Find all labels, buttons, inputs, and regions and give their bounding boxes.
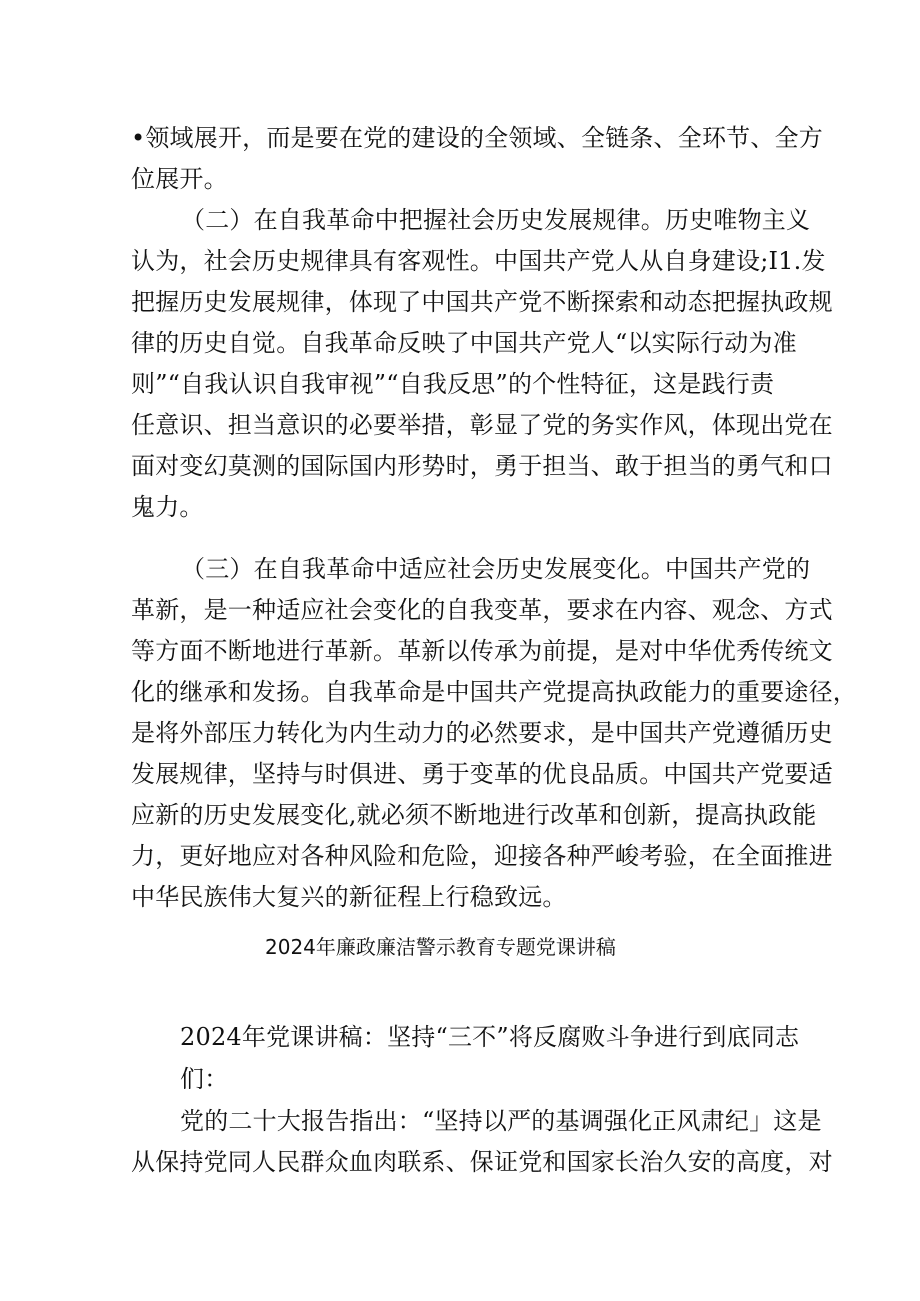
paragraph-line: （三）在自我革命中适应社会历史发展变化。中国共产党的 xyxy=(181,555,811,583)
lecture-title-line: 2024年党课讲稿：坚持“三不”将反腐败斗争进行到底同志 xyxy=(180,1023,800,1051)
paragraph-line: 化的继承和发扬。自我革命是中国共产党提高执政能力的重要途径， xyxy=(131,678,857,706)
paragraph-line: 党的二十大报告指出：“坚持以严的基调强化正风肃纪」这是 xyxy=(180,1107,822,1135)
paragraph-line: （二）在自我革命中把握社会历史发展规律。历史唯物主义 xyxy=(181,206,811,234)
paragraph-line: 等方面不断地进行革新。革新以传承为前提，是对中华优秀传统文 xyxy=(131,637,833,665)
paragraph-line: 中华民族伟大复兴的新征程上行稳致远。 xyxy=(131,883,567,911)
paragraph-line: 是将外部压力转化为内生动力的必然要求，是中国共产党遵循历史 xyxy=(131,719,833,747)
paragraph-line: 把握历史发展规律，体现了中国共产党不断探索和动态把握执政规 xyxy=(131,288,833,316)
lecture-title-line: 们： xyxy=(180,1065,229,1093)
paragraph-line: 革新，是一种适应社会变化的自我变革，要求在内容、观念、方式 xyxy=(131,596,833,624)
paragraph-line: 应新的历史发展变化,就必须不断地进行改革和创新，提高执政能 xyxy=(131,801,817,829)
paragraph-line: 从保持党同人民群众血肉联系、保证党和国家长治久安的高度，对 xyxy=(131,1148,833,1176)
paragraph-line: 任意识、担当意识的必要举措，彰显了党的务实作风，体现出党在 xyxy=(131,411,833,439)
paragraph-line: 认为，社会历史规律具有客观性。中国共产党人从自身建设;I1.发 xyxy=(131,247,826,275)
paragraph-line: 发展规律，坚持与时俱进、勇于变革的优良品质。中国共产党要适 xyxy=(131,760,833,788)
paragraph-line: 则”“自我认识自我审视”“自我反思”的个性特征，这是践行责 xyxy=(131,370,775,398)
section-heading: 2024年廉政廉洁警示教育专题党课讲稿 xyxy=(265,935,616,959)
paragraph-line: 鬼力。 xyxy=(131,493,204,521)
paragraph-line: •领域展开，而是要在党的建设的全领域、全链条、全环节、全方 xyxy=(131,124,823,152)
paragraph-line: 面对变幻莫测的国际国内形势时，勇于担当、敢于担当的勇气和口 xyxy=(131,452,833,480)
paragraph-line: 位展开。 xyxy=(131,165,228,193)
paragraph-line: 力，更好地应对各种风险和危险，迎接各种严峻考验，在全面推进 xyxy=(131,842,833,870)
paragraph-line: 律的历史自觉。自我革命反映了中国共产党人“以实际行动为准 xyxy=(131,329,797,357)
